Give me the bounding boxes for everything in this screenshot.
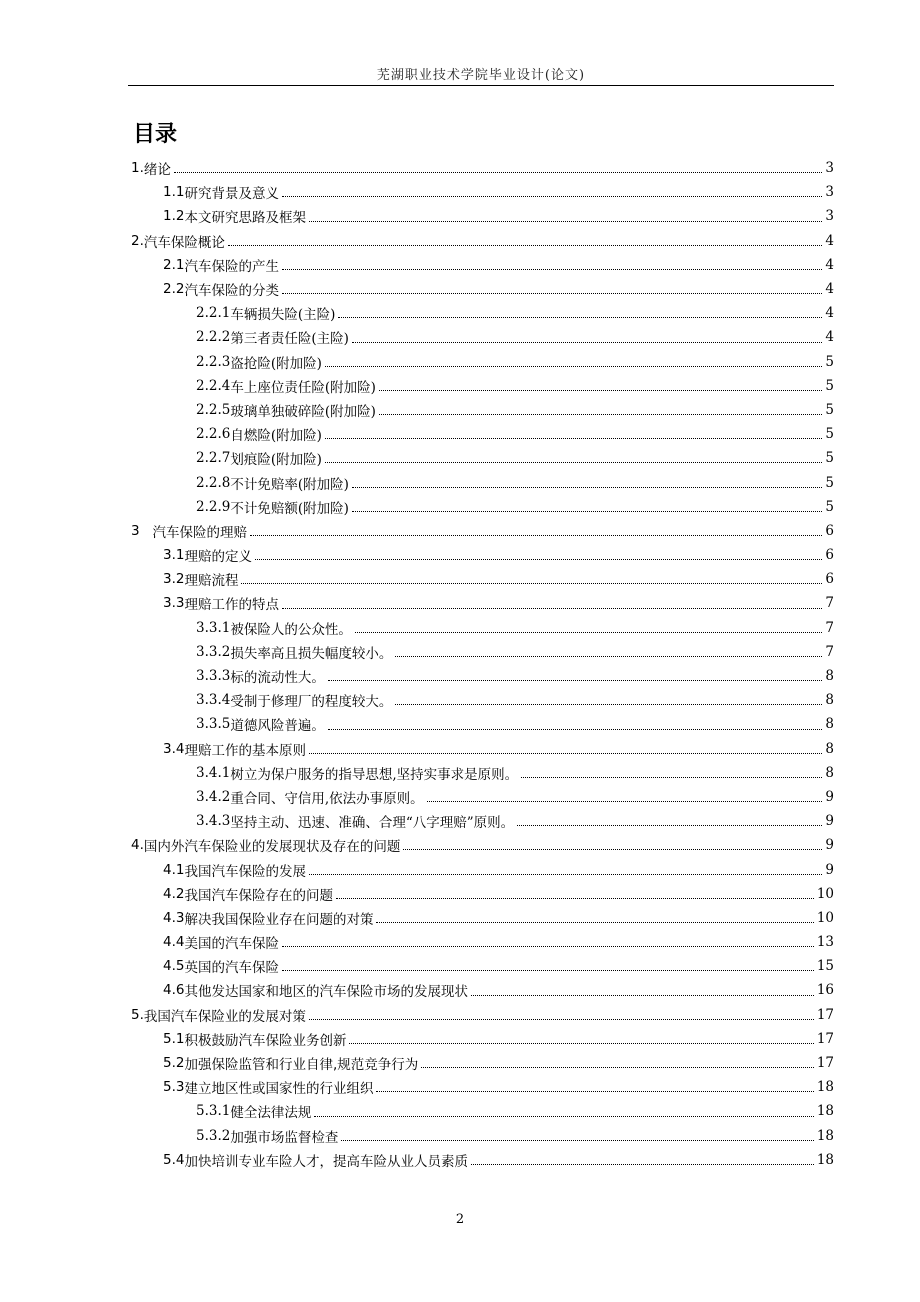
toc-entry[interactable]	[128, 543, 834, 567]
toc-entry-number: 2.2.9	[196, 498, 231, 515]
toc-entry[interactable]	[128, 1027, 834, 1051]
toc-entry-page: 8	[825, 716, 834, 733]
toc-entry-title: 被保险人的公众性。	[230, 621, 352, 638]
page-number: 2	[455, 1212, 465, 1227]
toc-entry[interactable]	[128, 737, 834, 761]
toc-entry-number: 4.	[131, 837, 144, 854]
toc-entry-title: 损失率高且损失幅度较小。	[230, 645, 393, 662]
toc-entry-title: 标的流动性大。	[230, 670, 325, 687]
toc-entry-title: 绪论	[143, 162, 171, 179]
toc-entry[interactable]	[128, 882, 834, 906]
toc-entry-page: 9	[825, 861, 834, 878]
toc-dot-leader	[309, 221, 822, 222]
toc-entry[interactable]	[128, 325, 834, 349]
toc-entry[interactable]	[128, 495, 834, 519]
toc-entry[interactable]	[128, 301, 834, 325]
toc-entry-page: 7	[825, 619, 834, 636]
toc-dot-leader	[376, 922, 813, 923]
toc-entry[interactable]	[128, 422, 834, 446]
toc-entry-title: 车辆损失险(主险)	[230, 307, 336, 324]
toc-entry-number: 5.4	[163, 1151, 185, 1168]
toc-entry-number: 2.2.5	[196, 401, 231, 418]
toc-entry-page: 4	[825, 305, 834, 322]
toc-dot-leader	[255, 559, 822, 560]
toc-entry-number: 3.4.1	[196, 764, 231, 781]
toc-dot-leader	[309, 874, 822, 875]
toc-entry-number: 3.3.1	[196, 619, 231, 636]
toc-entry-page: 18	[816, 1151, 834, 1168]
toc-entry-number: 4.3	[163, 909, 185, 926]
toc-entry-title: 美国的汽车保险	[184, 936, 279, 953]
toc-entry-number: 4.1	[163, 861, 185, 878]
toc-entry[interactable]	[128, 688, 834, 712]
toc-entry-title: 其他发达国家和地区的汽车保险市场的发展现状	[184, 984, 468, 1001]
toc-entry-number: 5.3.1	[196, 1103, 231, 1120]
toc-dot-leader	[379, 414, 823, 415]
toc-dot-leader	[521, 777, 822, 778]
toc-entry[interactable]	[128, 906, 834, 930]
toc-entry-page: 4	[825, 232, 834, 249]
toc-dot-leader	[328, 680, 823, 681]
toc-dot-leader	[282, 608, 822, 609]
toc-entry-title: 解决我国保险业存在问题的对策	[184, 911, 374, 928]
toc-entry-page: 3	[825, 160, 834, 177]
table-of-contents	[128, 156, 834, 1172]
toc-dot-leader	[325, 462, 823, 463]
toc-entry-number: 1.2	[163, 208, 185, 225]
toc-entry-page: 7	[825, 643, 834, 660]
toc-dot-leader	[282, 293, 822, 294]
toc-dot-leader	[471, 995, 814, 996]
toc-entry[interactable]	[128, 567, 834, 591]
toc-entry-title: 理赔流程	[184, 573, 239, 590]
toc-entry-title: 国内外汽车保险业的发展现状及存在的问题	[143, 839, 401, 856]
toc-entry[interactable]	[128, 761, 834, 785]
toc-entry-title: 坚持主动、迅速、准确、合理“八字理赔”原则。	[230, 815, 515, 832]
toc-entry-page: 8	[825, 764, 834, 781]
toc-entry-title: 重合同、守信用,依法办事原则。	[230, 790, 424, 807]
toc-entry-page: 8	[825, 692, 834, 709]
toc-entry-page: 5	[825, 498, 834, 515]
toc-entry-page: 8	[825, 668, 834, 685]
toc-entry-number: 5.3.2	[196, 1127, 231, 1144]
toc-dot-leader	[282, 946, 814, 947]
toc-entry-title: 玻璃单独破碎险(附加险)	[230, 403, 376, 420]
toc-dot-leader	[228, 245, 823, 246]
toc-entry-number: 3.3.5	[196, 716, 231, 733]
toc-entry-page: 13	[816, 934, 834, 951]
toc-entry-page: 5	[825, 426, 834, 443]
toc-dot-leader	[174, 172, 823, 173]
toc-entry[interactable]	[128, 519, 834, 543]
toc-entry-title: 我国汽车保险的发展	[184, 863, 306, 880]
toc-entry-title: 第三者责任险(主险)	[230, 331, 349, 348]
toc-entry[interactable]	[128, 930, 834, 954]
toc-dot-leader	[376, 1091, 813, 1092]
toc-entry[interactable]	[128, 785, 834, 809]
toc-entry[interactable]	[128, 180, 834, 204]
toc-entry-page: 8	[825, 740, 834, 757]
toc-entry[interactable]	[128, 809, 834, 833]
toc-dot-leader	[341, 1140, 813, 1141]
toc-entry-page: 5	[825, 450, 834, 467]
toc-entry-title: 理赔工作的基本原则	[184, 742, 306, 759]
toc-entry-page: 3	[825, 208, 834, 225]
toc-dot-leader	[427, 801, 823, 802]
toc-dot-leader	[325, 366, 823, 367]
toc-entry[interactable]	[128, 1148, 834, 1172]
toc-entry[interactable]	[128, 398, 834, 422]
toc-entry[interactable]	[128, 1075, 834, 1099]
toc-entry-number: 3.2	[163, 571, 185, 588]
toc-entry[interactable]	[128, 374, 834, 398]
toc-entry-title: 汽车保险的分类	[184, 283, 279, 300]
toc-dot-leader	[352, 487, 823, 488]
toc-entry-number: 2.2.6	[196, 426, 231, 443]
toc-entry-title: 理赔工作的特点	[184, 597, 279, 614]
toc-entry-page: 6	[825, 547, 834, 564]
toc-dot-leader	[352, 342, 823, 343]
toc-entry-number: 2.2.4	[196, 377, 231, 394]
toc-entry-page: 4	[825, 329, 834, 346]
toc-dot-leader	[282, 269, 822, 270]
toc-entry-page: 6	[825, 522, 834, 539]
toc-entry-number: 3.3.4	[196, 692, 231, 709]
toc-entry-number: 2.2.2	[196, 329, 231, 346]
toc-dot-leader	[309, 1019, 814, 1020]
toc-entry[interactable]	[128, 446, 834, 470]
toc-entry-page: 17	[816, 1006, 834, 1023]
toc-dot-leader	[395, 704, 822, 705]
toc-dot-leader	[309, 753, 822, 754]
toc-entry-page: 3	[825, 184, 834, 201]
toc-entry-number: 3	[131, 522, 140, 539]
toc-entry-title: 英国的汽车保险	[184, 960, 279, 977]
toc-dot-leader	[471, 1164, 814, 1165]
toc-entry-title: 加快培训专业车险人才，提高车险从业人员素质	[184, 1153, 468, 1170]
toc-entry-title: 受制于修理厂的程度较大。	[230, 694, 393, 711]
toc-dot-leader	[325, 438, 823, 439]
toc-entry-page: 17	[816, 1055, 834, 1072]
toc-entry[interactable]	[128, 156, 834, 180]
toc-entry-number: 3.4.3	[196, 813, 231, 830]
toc-entry-title: 划痕险(附加险)	[230, 452, 322, 469]
toc-entry-title: 健全法律法规	[230, 1105, 312, 1122]
toc-entry-number: 2.	[131, 232, 144, 249]
toc-entry-title: 建立地区性或国家性的行业组织	[184, 1081, 374, 1098]
toc-entry-page: 18	[816, 1079, 834, 1096]
toc-entry[interactable]	[128, 640, 834, 664]
toc-entry-title: 不计免赔率(附加险)	[230, 476, 349, 493]
toc-entry-title: 理赔的定义	[184, 549, 252, 566]
toc-entry-number: 2.2.1	[196, 305, 231, 322]
toc-entry[interactable]	[128, 591, 834, 615]
toc-entry-number: 2.2.8	[196, 474, 231, 491]
toc-entry[interactable]	[128, 229, 834, 253]
toc-dot-leader	[336, 898, 814, 899]
toc-dot-leader	[517, 825, 822, 826]
toc-entry[interactable]	[128, 664, 834, 688]
header-rule	[128, 85, 834, 86]
running-header: 芜湖职业技术学院毕业设计(论文)	[376, 68, 586, 83]
toc-entry-page: 18	[816, 1127, 834, 1144]
toc-dot-leader	[395, 656, 822, 657]
toc-entry-number: 2.2	[163, 281, 185, 298]
toc-entry-number: 3.3.2	[196, 643, 231, 660]
toc-entry-number: 3.3	[163, 595, 185, 612]
toc-dot-leader	[338, 317, 822, 318]
toc-entry-title: 我国汽车保险存在的问题	[184, 887, 333, 904]
toc-entry-title: 加强保险监管和行业自律,规范竞争行为	[184, 1057, 419, 1074]
toc-entry[interactable]	[128, 954, 834, 978]
toc-entry-number: 4.5	[163, 958, 185, 975]
toc-entry-page: 4	[825, 281, 834, 298]
toc-entry-number: 3.4	[163, 740, 185, 757]
toc-dot-leader	[314, 1116, 813, 1117]
toc-dot-leader	[282, 196, 822, 197]
toc-entry[interactable]	[128, 712, 834, 736]
toc-entry-page: 9	[825, 788, 834, 805]
toc-entry-title: 自燃险(附加险)	[230, 428, 322, 445]
toc-entry-number: 5.2	[163, 1055, 185, 1072]
toc-dot-leader	[250, 535, 822, 536]
toc-entry-title: 加强市场监督检查	[230, 1129, 339, 1146]
toc-entry-page: 15	[816, 958, 834, 975]
toc-entry[interactable]	[128, 616, 834, 640]
toc-entry-page: 5	[825, 377, 834, 394]
toc-entry-page: 17	[816, 1030, 834, 1047]
toc-entry-number: 5.	[131, 1006, 144, 1023]
toc-entry[interactable]	[128, 1099, 834, 1123]
toc-entry-number: 2.2.7	[196, 450, 231, 467]
toc-entry-title: 积极鼓励汽车保险业务创新	[184, 1032, 347, 1049]
toc-entry-number: 1.	[131, 160, 144, 177]
toc-entry-title: 汽车保险概论	[143, 234, 225, 251]
toc-entry-page: 5	[825, 353, 834, 370]
toc-entry-title: 道德风险普遍。	[230, 718, 325, 735]
toc-entry-number: 3.1	[163, 547, 185, 564]
toc-entry-title: 盗抢险(附加险)	[230, 355, 322, 372]
toc-entry-page: 9	[825, 813, 834, 830]
toc-dot-leader	[403, 849, 822, 850]
toc-dot-leader	[328, 729, 823, 730]
toc-entry-number: 5.1	[163, 1030, 185, 1047]
toc-entry-number: 2.1	[163, 256, 185, 273]
toc-entry[interactable]	[128, 253, 834, 277]
toc-dot-leader	[241, 583, 822, 584]
toc-entry-page: 9	[825, 837, 834, 854]
toc-dot-leader	[282, 970, 814, 971]
toc-dot-leader	[352, 511, 823, 512]
toc-entry-page: 16	[816, 982, 834, 999]
toc-entry-number: 2.2.3	[196, 353, 231, 370]
toc-entry[interactable]	[128, 470, 834, 494]
toc-entry[interactable]	[128, 978, 834, 1002]
toc-entry[interactable]	[128, 277, 834, 301]
toc-entry-title: 汽车保险的产生	[184, 258, 279, 275]
toc-dot-leader	[421, 1067, 814, 1068]
toc-entry[interactable]	[128, 1124, 834, 1148]
toc-entry-number: 3.3.3	[196, 668, 231, 685]
toc-dot-leader	[355, 632, 823, 633]
toc-entry[interactable]	[128, 350, 834, 374]
toc-entry-page: 7	[825, 595, 834, 612]
toc-entry-title: 汽车保险的理赔	[139, 524, 247, 541]
toc-entry-page: 6	[825, 571, 834, 588]
toc-dot-leader	[349, 1043, 813, 1044]
toc-entry-title: 车上座位责任险(附加险)	[230, 379, 376, 396]
toc-entry-number: 4.2	[163, 885, 185, 902]
toc-dot-leader	[379, 390, 823, 391]
toc-entry-number: 3.4.2	[196, 788, 231, 805]
toc-entry[interactable]	[128, 1003, 834, 1027]
toc-entry-title: 树立为保户服务的指导思想,坚持实事求是原则。	[230, 766, 519, 783]
toc-entry-title: 不计免赔额(附加险)	[230, 500, 349, 517]
toc-entry[interactable]	[128, 1051, 834, 1075]
toc-entry-page: 5	[825, 474, 834, 491]
toc-entry-title: 我国汽车保险业的发展对策	[143, 1008, 306, 1025]
toc-entry-page: 10	[816, 885, 834, 902]
toc-entry[interactable]	[128, 833, 834, 857]
toc-title: 目录	[133, 122, 178, 147]
toc-entry[interactable]	[128, 204, 834, 228]
toc-entry-number: 1.1	[163, 184, 185, 201]
toc-entry-title: 研究背景及意义	[184, 186, 279, 203]
toc-entry-page: 18	[816, 1103, 834, 1120]
toc-entry-title: 本文研究思路及框架	[184, 210, 306, 227]
toc-entry[interactable]	[128, 857, 834, 881]
toc-entry-page: 4	[825, 256, 834, 273]
toc-entry-number: 5.3	[163, 1079, 185, 1096]
toc-entry-page: 5	[825, 401, 834, 418]
toc-entry-page: 10	[816, 909, 834, 926]
toc-entry-number: 4.6	[163, 982, 185, 999]
toc-entry-number: 4.4	[163, 934, 185, 951]
